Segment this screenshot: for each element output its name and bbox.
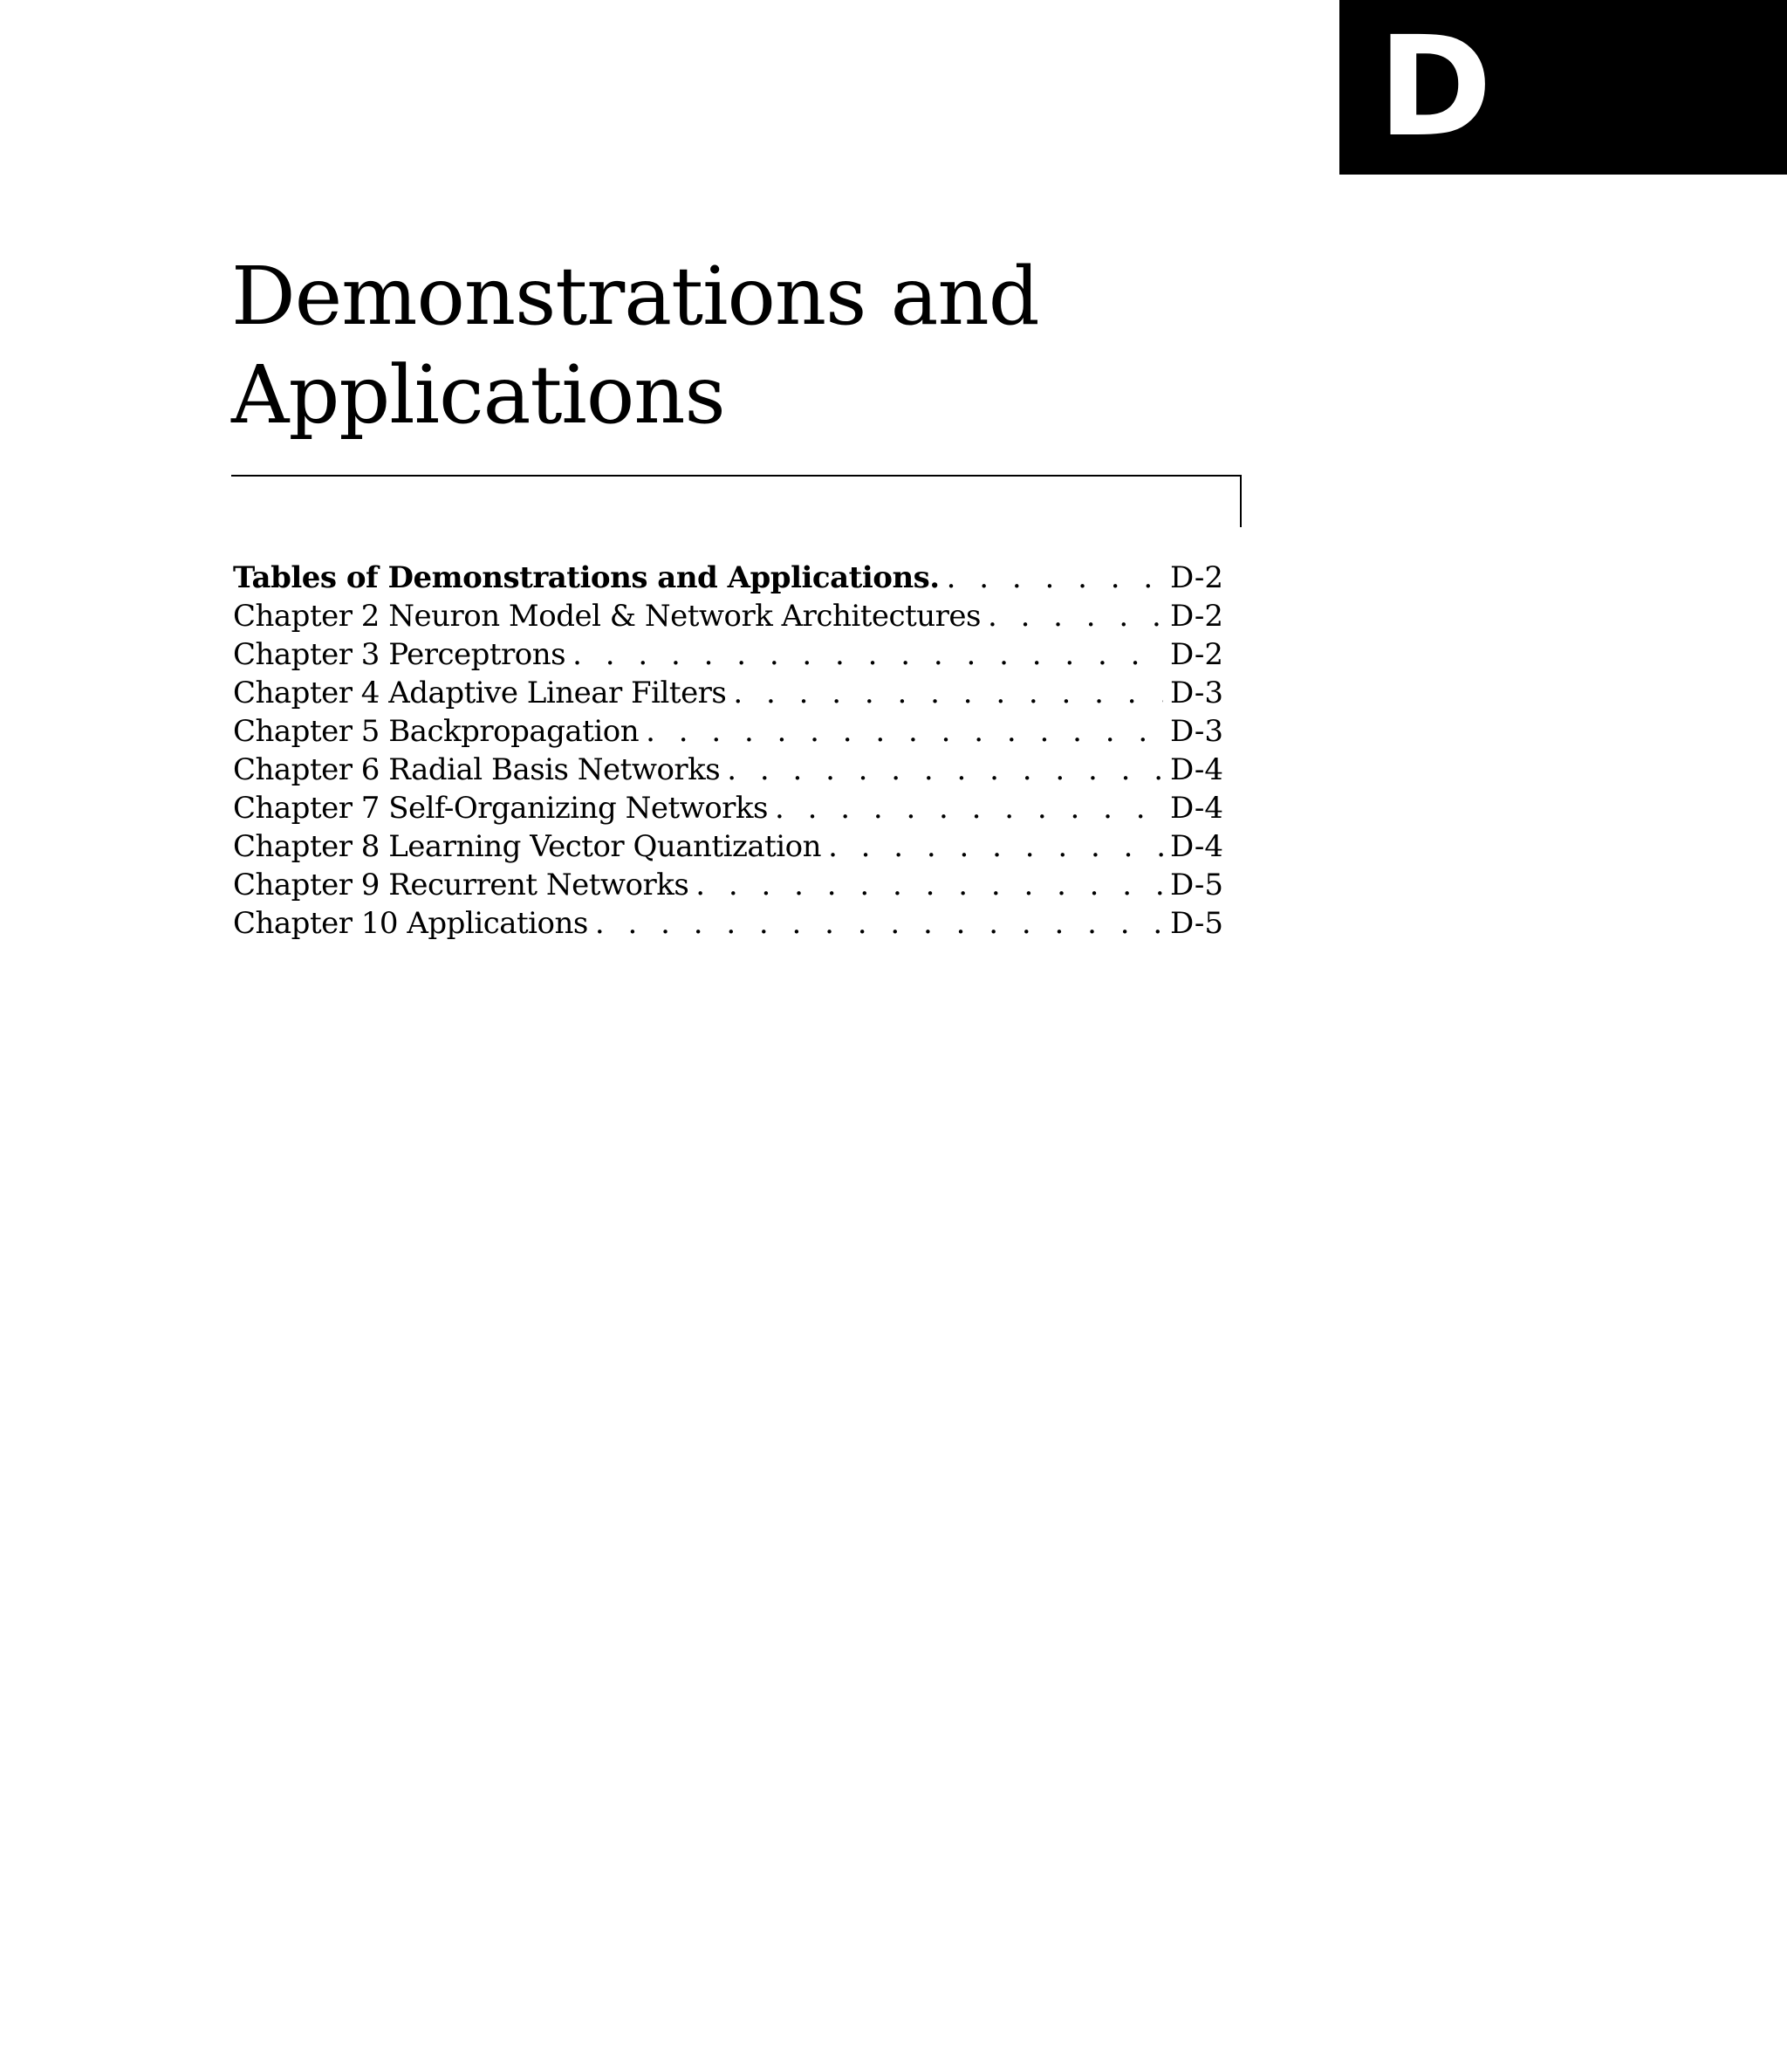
title-divider	[231, 475, 1242, 477]
toc-entry-page: D-4	[1169, 752, 1223, 787]
table-of-contents	[233, 559, 1223, 943]
page-title: Demonstrations and Applications	[231, 250, 1039, 442]
toc-entry-label: Chapter 8 Learning Vector Quantization	[233, 829, 822, 864]
toc-dot-leader	[695, 866, 1163, 904]
toc-entry-page: D-2	[1169, 560, 1223, 595]
toc-dot-leader	[775, 789, 1163, 827]
toc-entry-page: D-3	[1169, 676, 1223, 710]
toc-entry-label: Chapter 4 Adaptive Linear Filters	[233, 676, 727, 710]
toc-entry[interactable]	[233, 904, 1223, 943]
toc-entry-page: D-4	[1169, 829, 1223, 864]
toc-entry-page: D-3	[1169, 714, 1223, 749]
toc-entry[interactable]	[233, 559, 1223, 597]
chapter-letter: D	[1378, 7, 1493, 168]
chapter-tab	[1339, 0, 1787, 175]
toc-dot-leader	[727, 751, 1163, 789]
toc-dot-leader	[988, 597, 1163, 635]
toc-entry-label: Chapter 7 Self-Organizing Networks	[233, 791, 768, 826]
toc-dot-leader	[828, 827, 1163, 866]
toc-entry-label: Chapter 10 Applications	[233, 906, 588, 941]
toc-entry-page: D-5	[1169, 868, 1223, 902]
toc-entry[interactable]	[233, 597, 1223, 635]
toc-dot-leader	[947, 559, 1163, 597]
toc-entry-label: Chapter 5 Backpropagation	[233, 714, 640, 749]
toc-entry-page: D-2	[1169, 637, 1223, 672]
toc-entry-label: Chapter 6 Radial Basis Networks	[233, 752, 721, 787]
toc-entry[interactable]	[233, 635, 1223, 674]
toc-entry-page: D-5	[1169, 906, 1223, 941]
toc-dot-leader	[572, 635, 1163, 674]
toc-dot-leader	[733, 674, 1163, 712]
toc-entry[interactable]	[233, 712, 1223, 751]
toc-entry[interactable]	[233, 674, 1223, 712]
toc-dot-leader	[646, 712, 1163, 751]
toc-entry-page: D-4	[1169, 791, 1223, 826]
toc-entry-label: Chapter 9 Recurrent Networks	[233, 868, 689, 902]
toc-entry-label: Chapter 2 Neuron Model & Network Architectures	[233, 599, 981, 634]
toc-entry-label: Chapter 3 Perceptrons	[233, 637, 566, 672]
toc-entry[interactable]	[233, 827, 1223, 866]
toc-dot-leader	[595, 904, 1163, 943]
toc-entry[interactable]	[233, 751, 1223, 789]
toc-entry[interactable]	[233, 789, 1223, 827]
toc-entry[interactable]	[233, 866, 1223, 904]
toc-entry-label: Tables of Demonstrations and Applications.	[233, 560, 940, 595]
title-divider-tick	[1240, 475, 1242, 527]
toc-entry-page: D-2	[1169, 599, 1223, 634]
